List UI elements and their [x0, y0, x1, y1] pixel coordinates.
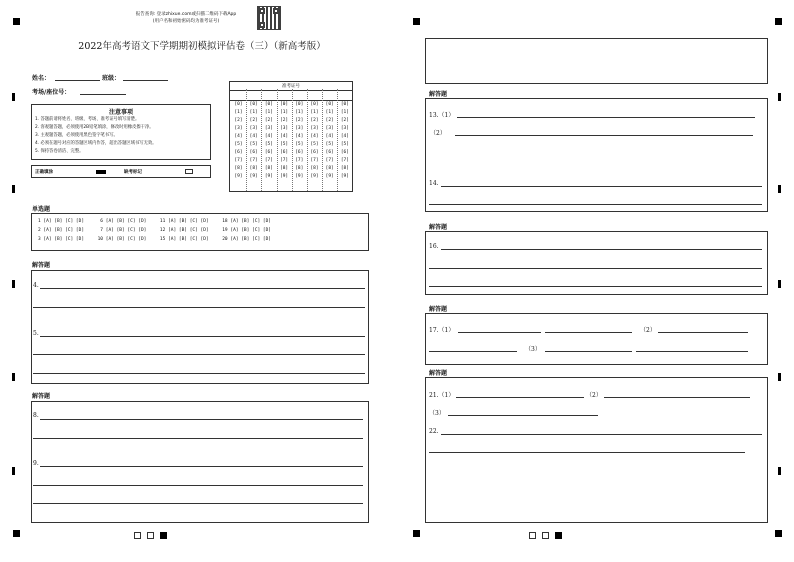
exam-id-bubble[interactable]: [8]: [295, 166, 304, 171]
notice-item: 2. 客观题答题，必须使用2B铅笔填涂，修改时用橡皮擦干净。: [35, 125, 154, 130]
exam-id-bubble[interactable]: [8]: [249, 166, 258, 171]
exam-id-bubble[interactable]: [2]: [325, 118, 334, 123]
registration-mark: [775, 18, 782, 25]
exam-id-digit-column[interactable]: [339, 101, 350, 181]
class-label: 班级：: [102, 75, 121, 82]
notice-item: 4. 必须在题号对应的答题区域内作答，超出答题区域书写无效。: [35, 141, 157, 146]
answer-bubble-row[interactable]: 3 [A] [B] [C] [D] 10 [A] [B] [C] [D] 15 [A] [B] [C] [D] 20 [A] [B] [C] [D]: [38, 237, 271, 242]
exam-id-bubble[interactable]: [4]: [295, 134, 304, 139]
answer-line[interactable]: [429, 286, 762, 287]
notice-item: 3. 主观题答题，必须使用黑色签字笔书写。: [35, 133, 118, 138]
page-title: 2022年高考语文下学期期初模拟评估卷（三）（新高考版）: [78, 41, 326, 52]
answer-line[interactable]: [545, 351, 632, 352]
answer-line[interactable]: [545, 332, 632, 333]
exam-id-bubble[interactable]: [9]: [295, 174, 304, 179]
exam-id-bubble[interactable]: [5]: [264, 142, 273, 147]
timing-mark: [778, 280, 781, 288]
correct-fill-label: 正确填涂: [35, 170, 53, 175]
exam-id-digit-column[interactable]: [248, 101, 259, 181]
section-title-answer: 解答题: [429, 370, 448, 377]
name-label: 姓名：: [32, 75, 51, 82]
exam-id-bubble[interactable]: [0]: [310, 102, 319, 107]
exam-id-bubble[interactable]: [0]: [234, 102, 243, 107]
exam-id-bubble[interactable]: [1]: [295, 110, 304, 115]
answer-line[interactable]: [40, 466, 363, 467]
question-number: 13.（1）: [429, 112, 455, 119]
exam-id-bubble[interactable]: [1]: [249, 110, 258, 115]
answer-line[interactable]: [33, 438, 363, 439]
registration-mark: [13, 18, 20, 25]
section-title-single-choice: 单选题: [32, 206, 51, 213]
exam-id-column-divider: [292, 89, 293, 191]
exam-id-bubble[interactable]: [1]: [340, 110, 349, 115]
exam-id-bubble[interactable]: [7]: [249, 158, 258, 163]
exam-id-bubble[interactable]: [5]: [325, 142, 334, 147]
exam-id-bubble[interactable]: [7]: [264, 158, 273, 163]
section-title-answer: 解答题: [32, 393, 51, 400]
answer-line[interactable]: [40, 288, 365, 289]
exam-id-bubble[interactable]: [3]: [264, 126, 273, 131]
exam-id-bubble[interactable]: [9]: [249, 174, 258, 179]
exam-id-bubble[interactable]: [5]: [310, 142, 319, 147]
registration-mark: [13, 530, 20, 537]
qr-code[interactable]: [257, 6, 281, 30]
exam-id-bubble[interactable]: [6]: [295, 150, 304, 155]
answer-line[interactable]: [636, 351, 748, 352]
exam-id-bubble[interactable]: [0]: [325, 102, 334, 107]
question-number: 4.: [33, 282, 39, 289]
answer-line[interactable]: [448, 415, 598, 416]
question-sub-number: （2）: [640, 327, 656, 334]
question-number: 9.: [33, 460, 39, 467]
exam-id-bubble[interactable]: [3]: [325, 126, 334, 131]
answer-line[interactable]: [33, 373, 365, 374]
section-title-answer: 解答题: [429, 306, 448, 313]
answer-bubble-row[interactable]: 1 [A] [B] [C] [D] 6 [A] [B] [C] [D] 11 [A] [B] [C] [D] 18 [A] [B] [C] [D]: [38, 219, 271, 224]
question-number: 14.: [429, 180, 439, 187]
timing-mark: [12, 185, 15, 193]
exam-id-bubble[interactable]: [3]: [249, 126, 258, 131]
exam-id-bubble[interactable]: [4]: [264, 134, 273, 139]
answer-area-q13-q14: [425, 98, 768, 212]
answer-line[interactable]: [40, 419, 363, 420]
answer-line[interactable]: [40, 336, 365, 337]
exam-id-title: 准考证号: [282, 84, 300, 89]
exam-id-bubble[interactable]: [3]: [310, 126, 319, 131]
question-sub-number: （3）: [429, 410, 445, 417]
notice-box: [31, 104, 211, 160]
timing-mark: [12, 93, 15, 101]
exam-id-bubble[interactable]: [8]: [280, 166, 289, 171]
exam-id-bubble[interactable]: [9]: [310, 174, 319, 179]
answer-line[interactable]: [429, 268, 762, 269]
room-field[interactable]: [80, 94, 126, 95]
exam-id-bubble[interactable]: [2]: [234, 118, 243, 123]
exam-id-bubble[interactable]: [8]: [310, 166, 319, 171]
exam-id-bubble[interactable]: [0]: [295, 102, 304, 107]
exam-id-bubble[interactable]: [2]: [310, 118, 319, 123]
exam-id-bubble[interactable]: [4]: [249, 134, 258, 139]
exam-id-bubble[interactable]: [4]: [310, 134, 319, 139]
exam-id-bubble[interactable]: [3]: [234, 126, 243, 131]
exam-id-bubble[interactable]: [7]: [295, 158, 304, 163]
exam-id-bubble[interactable]: [6]: [234, 150, 243, 155]
exam-id-column-divider: [307, 89, 308, 191]
exam-id-column-divider: [277, 89, 278, 191]
answer-line[interactable]: [456, 397, 584, 398]
exam-id-bubble[interactable]: [1]: [325, 110, 334, 115]
exam-id-bubble[interactable]: [6]: [280, 150, 289, 155]
exam-id-bubble[interactable]: [0]: [249, 102, 258, 107]
exam-id-bubble[interactable]: [7]: [325, 158, 334, 163]
question-number: 17.（1）: [429, 327, 455, 334]
exam-id-digit-column[interactable]: [294, 101, 305, 181]
exam-id-digit-column[interactable]: [263, 101, 274, 181]
exam-id-bubble[interactable]: [3]: [295, 126, 304, 131]
exam-id-bubble[interactable]: [7]: [340, 158, 349, 163]
question-sub-number: （2）: [586, 392, 602, 399]
registration-mark: [775, 530, 782, 537]
correct-fill-sample: [96, 170, 106, 174]
answer-area-q17: [425, 313, 768, 365]
page-marker-box: [147, 532, 154, 539]
question-number: 22.: [429, 428, 439, 435]
exam-id-bubble[interactable]: [1]: [280, 110, 289, 115]
blank-box-top: [425, 38, 768, 84]
answer-line[interactable]: [33, 307, 365, 308]
page-marker-filled: [160, 532, 167, 539]
room-label: 考场/座位号：: [32, 89, 71, 96]
timing-mark: [12, 373, 15, 381]
exam-id-column-divider: [337, 89, 338, 191]
exam-id-bubble[interactable]: [7]: [280, 158, 289, 163]
registration-mark: [413, 18, 420, 25]
exam-id-column-divider: [261, 89, 262, 191]
exam-id-bubble[interactable]: [8]: [264, 166, 273, 171]
question-number: 16.: [429, 243, 439, 250]
answer-line[interactable]: [33, 354, 365, 355]
exam-id-bubble[interactable]: [9]: [280, 174, 289, 179]
answer-line[interactable]: [441, 249, 762, 250]
timing-mark: [778, 185, 781, 193]
exam-id-digit-column[interactable]: [233, 101, 244, 181]
notice-item: 1. 答题前请将姓名、班级、考场、准考证号填写清楚。: [35, 117, 140, 122]
exam-id-bubble[interactable]: [1]: [234, 110, 243, 115]
exam-id-bubble[interactable]: [6]: [264, 150, 273, 155]
exam-id-bubble[interactable]: [9]: [340, 174, 349, 179]
exam-id-bubble[interactable]: [0]: [340, 102, 349, 107]
exam-id-bubble[interactable]: [6]: [340, 150, 349, 155]
exam-id-bubble[interactable]: [5]: [234, 142, 243, 147]
class-field[interactable]: [123, 80, 168, 81]
answer-line[interactable]: [441, 186, 762, 187]
answer-line[interactable]: [604, 397, 750, 398]
exam-id-bubble[interactable]: [7]: [310, 158, 319, 163]
exam-id-bubble[interactable]: [0]: [280, 102, 289, 107]
exam-id-bubble[interactable]: [2]: [249, 118, 258, 123]
exam-id-bubble[interactable]: [5]: [295, 142, 304, 147]
page-marker-box: [529, 532, 536, 539]
exam-id-bubble[interactable]: [6]: [310, 150, 319, 155]
section-title-answer: 解答题: [32, 262, 51, 269]
timing-mark: [12, 467, 15, 475]
question-number: 21.（1）: [429, 392, 455, 399]
exam-id-bubble[interactable]: [6]: [325, 150, 334, 155]
exam-id-digit-column[interactable]: [324, 101, 335, 181]
exam-id-bubble[interactable]: [4]: [325, 134, 334, 139]
answer-line[interactable]: [429, 351, 517, 352]
exam-id-bubble[interactable]: [6]: [249, 150, 258, 155]
exam-id-bubble[interactable]: [4]: [234, 134, 243, 139]
answer-line[interactable]: [33, 503, 363, 504]
section-title-answer: 解答题: [429, 91, 448, 98]
exam-id-bubble[interactable]: [3]: [280, 126, 289, 131]
exam-id-bubble[interactable]: [2]: [264, 118, 273, 123]
exam-id-digit-column[interactable]: [279, 101, 290, 181]
exam-id-bubble[interactable]: [5]: [249, 142, 258, 147]
answer-line[interactable]: [441, 434, 762, 435]
exam-id-bubble[interactable]: [7]: [234, 158, 243, 163]
exam-id-column-divider: [322, 89, 323, 191]
notice-item: 5. 保持答卷清洁、完整。: [35, 149, 84, 154]
timing-mark: [778, 373, 781, 381]
name-field[interactable]: [55, 80, 100, 81]
exam-id-bubble[interactable]: [5]: [340, 142, 349, 147]
notice-title: 注意事项: [108, 109, 133, 116]
page-marker-box: [134, 532, 141, 539]
section-title-answer: 解答题: [429, 224, 448, 231]
header-info-line: 报告查询: 登录zhixue.com或扫描二维码下载App: [135, 12, 237, 17]
question-number: 5.: [33, 330, 39, 337]
question-number: 8.: [33, 412, 39, 419]
question-sub-number: （2）: [430, 130, 446, 137]
timing-mark: [12, 280, 15, 288]
exam-id-bubble[interactable]: [9]: [264, 174, 273, 179]
exam-id-bubble[interactable]: [8]: [234, 166, 243, 171]
absent-mark-label: 缺考标记: [124, 170, 142, 175]
timing-mark: [778, 93, 781, 101]
answer-line[interactable]: [455, 135, 753, 136]
exam-id-bubble[interactable]: [4]: [340, 134, 349, 139]
exam-id-bubble[interactable]: [2]: [295, 118, 304, 123]
absent-mark-checkbox[interactable]: [185, 169, 193, 174]
exam-id-digit-column[interactable]: [309, 101, 320, 181]
exam-id-bubble[interactable]: [1]: [310, 110, 319, 115]
exam-id-column-divider: [246, 89, 247, 191]
header-info-line: (用户名和初始密码均为准考证号): [152, 19, 220, 24]
registration-mark: [413, 530, 420, 537]
exam-id-bubble[interactable]: [9]: [234, 174, 243, 179]
exam-id-bubble[interactable]: [2]: [280, 118, 289, 123]
exam-id-bubble[interactable]: [8]: [325, 166, 334, 171]
answer-line[interactable]: [658, 332, 748, 333]
exam-id-bubble[interactable]: [8]: [340, 166, 349, 171]
exam-id-bubble[interactable]: [2]: [340, 118, 349, 123]
exam-id-bubble[interactable]: [9]: [325, 174, 334, 179]
exam-id-bubble[interactable]: [1]: [264, 110, 273, 115]
exam-id-bubble[interactable]: [4]: [280, 134, 289, 139]
page-marker-filled: [555, 532, 562, 539]
exam-id-bubble[interactable]: [0]: [264, 102, 273, 107]
answer-line[interactable]: [429, 204, 762, 205]
fill-example-box: [31, 165, 211, 178]
timing-mark: [778, 467, 781, 475]
answer-line[interactable]: [458, 332, 541, 333]
question-sub-number: （3）: [525, 346, 541, 353]
exam-id-bubble[interactable]: [3]: [340, 126, 349, 131]
page-marker-box: [542, 532, 549, 539]
answer-line[interactable]: [33, 485, 363, 486]
answer-line[interactable]: [429, 452, 745, 453]
answer-bubble-row[interactable]: 2 [A] [B] [C] [D] 7 [A] [B] [C] [D] 12 [A] [B] [C] [D] 19 [A] [B] [C] [D]: [38, 228, 271, 233]
exam-id-bubble[interactable]: [5]: [280, 142, 289, 147]
answer-line[interactable]: [457, 117, 755, 118]
